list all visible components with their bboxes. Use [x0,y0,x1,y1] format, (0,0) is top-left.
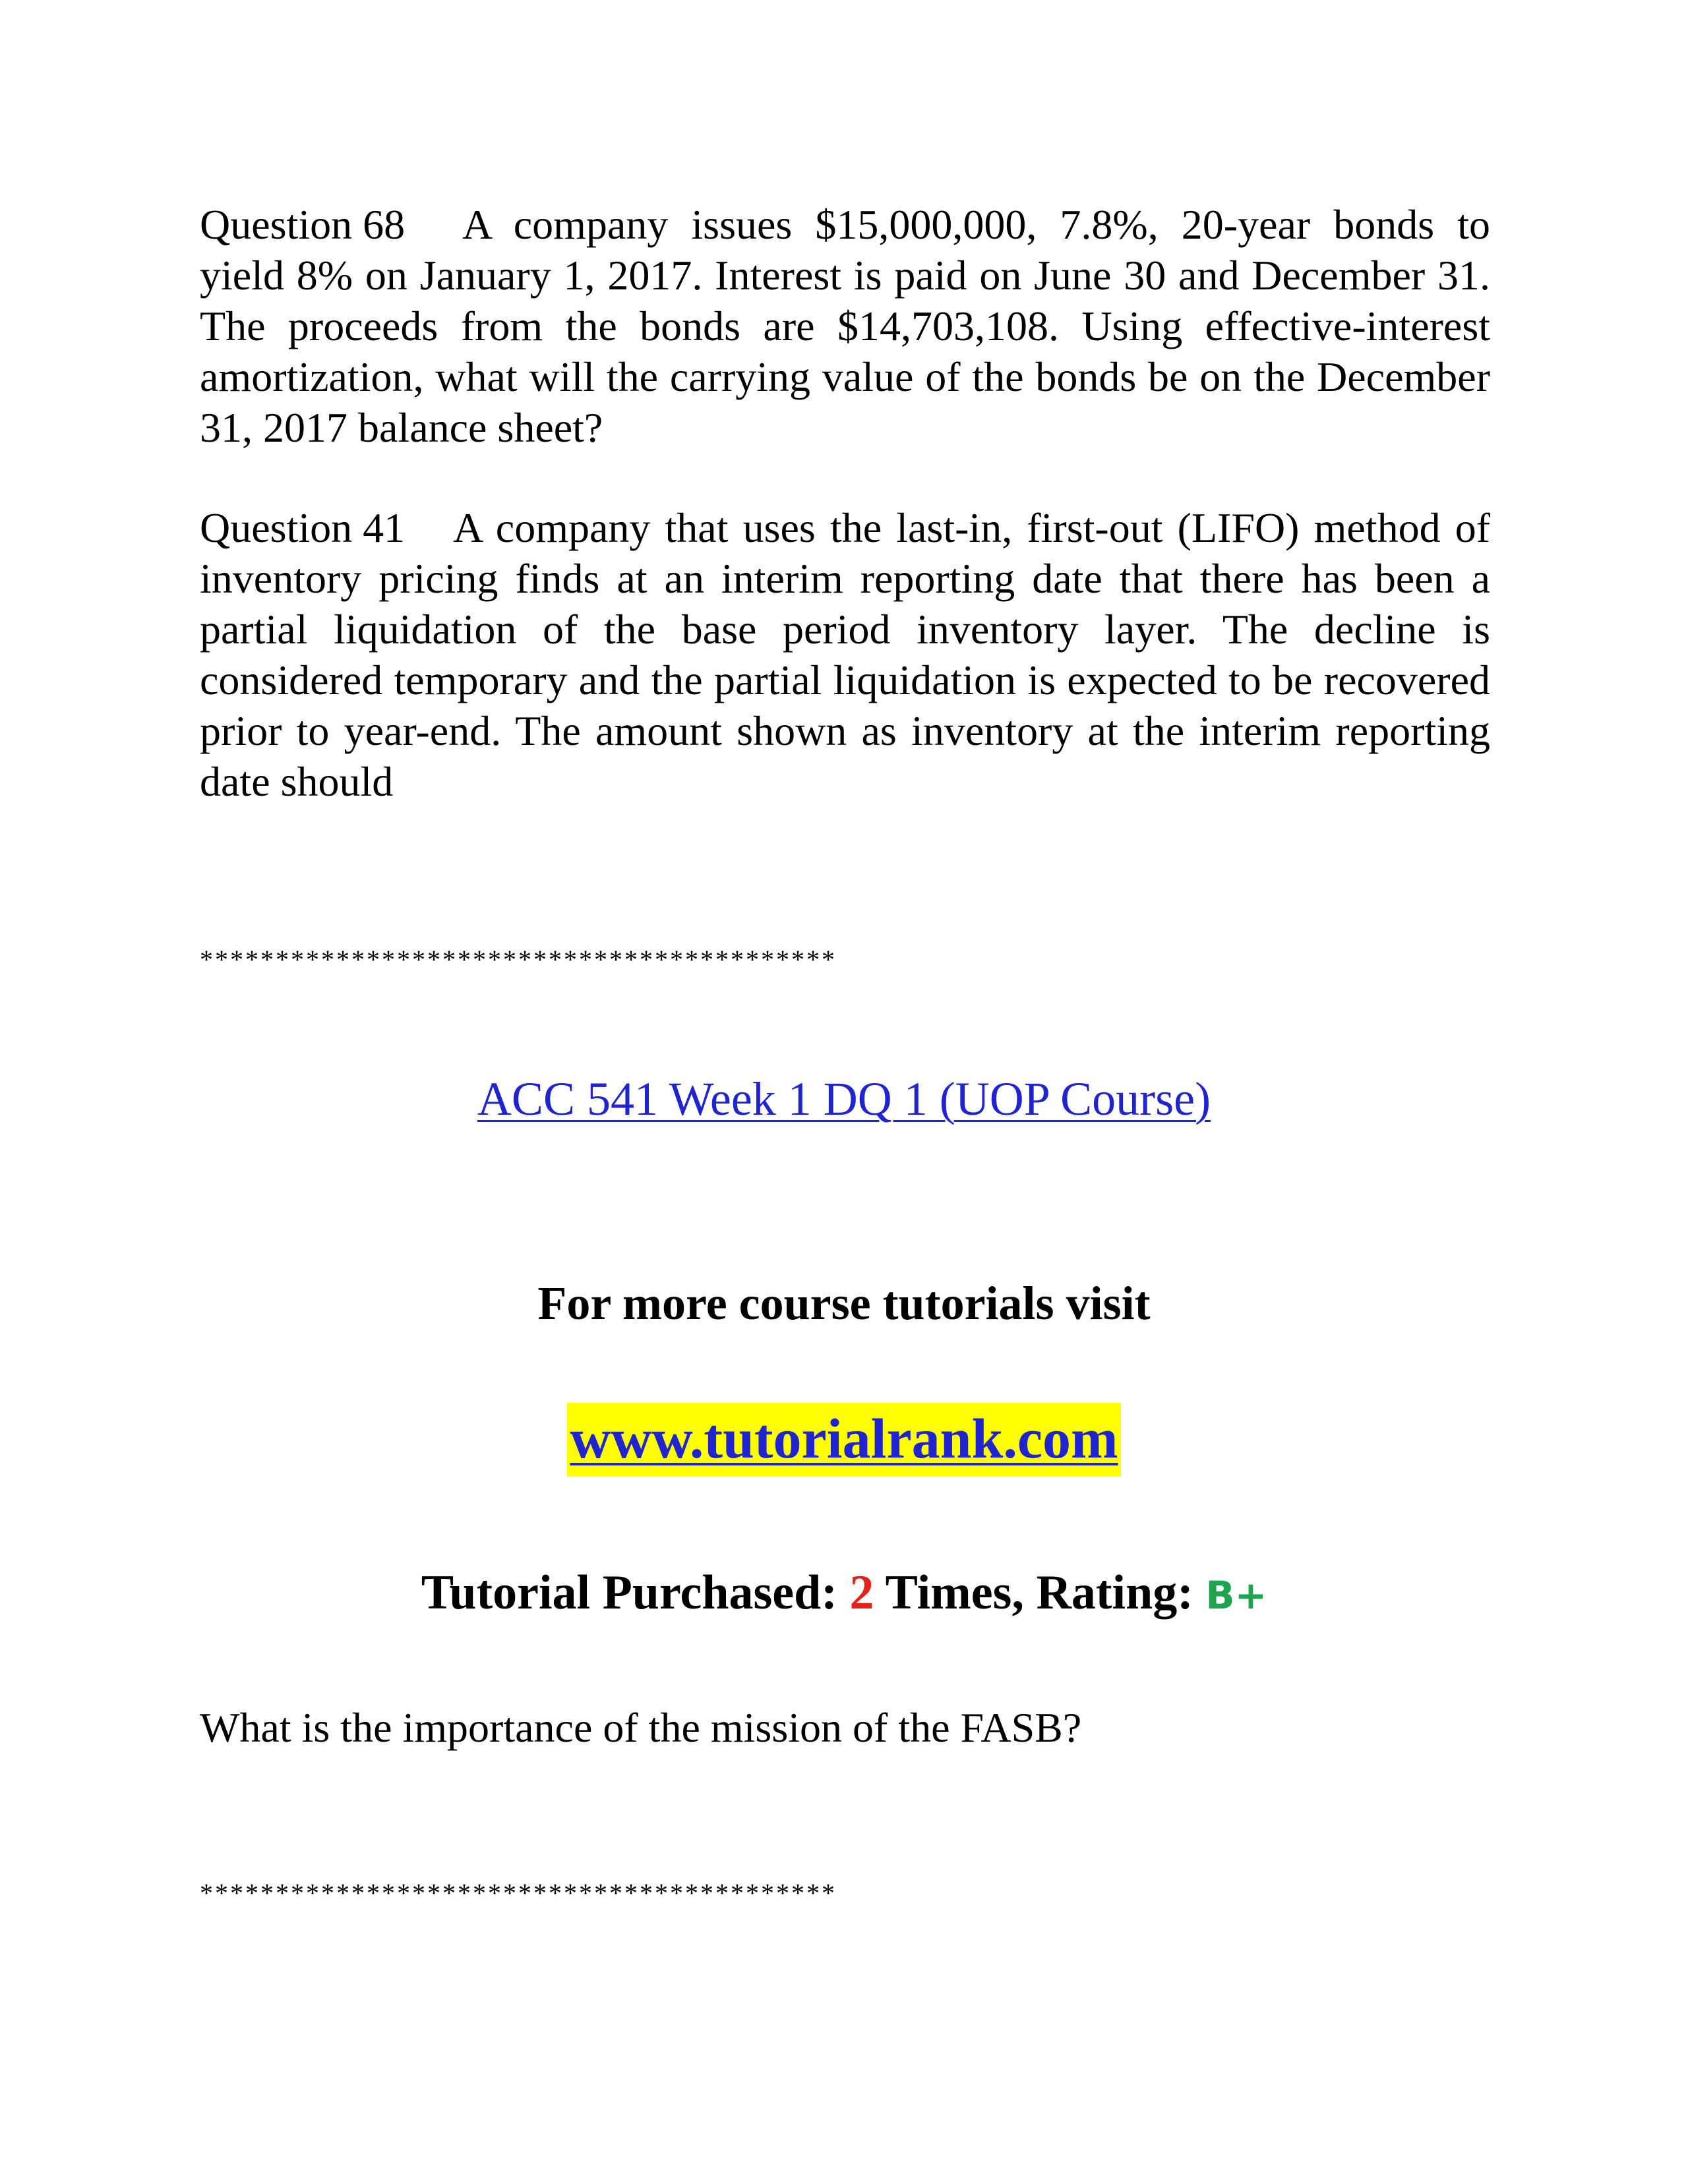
site-link[interactable]: www.tutorialrank.com [570,1407,1118,1470]
question-68-paragraph [200,199,1490,453]
site-link-line [0,1403,1688,1477]
course-link[interactable]: ACC 541 Week 1 DQ 1 (UOP Course) [477,1073,1211,1125]
dq-question: What is the importance of the mission of the FASB? [200,1704,1082,1751]
question-41-text: A company that uses the last-in, first-out (LIFO) method of inventory pricing finds at an interim reporting date that there has been a partial liquidation of the base period inventory layer. The decline is considered temporary and the partial liquidation is expected to be recovered prior to year-end. The amount shown as inventory at the interim reporting date should [200,504,1490,805]
purchase-info [0,1564,1688,1624]
purchase-middle: Times, Rating: [874,1566,1206,1620]
visit-heading: For more course tutorials visit [537,1277,1151,1330]
rating-badge: B+ [1205,1573,1267,1618]
question-68-label: Question 68 [200,201,406,248]
question-68-text: A company issues $15,000,000, 7.8%, 20-year bonds to yield 8% on January 1, 2017. Interest is paid on June 30 and December 31. The proceeds from the bonds are $14,703,108. Using effective-interest amortization, what will the carrying value of the bonds be on the December 31, 2017 balance sheet? [200,201,1490,451]
question-41-label: Question 41 [200,504,406,551]
purchase-prefix: Tutorial Purchased: [421,1566,850,1620]
separator-bottom: ****************************************** [200,1878,837,1908]
site-link-highlight [567,1403,1120,1477]
purchase-count: 2 [849,1566,874,1620]
question-41-paragraph [200,502,1490,807]
course-link-line [0,1071,1688,1127]
separator-top: ****************************************** [200,945,837,974]
